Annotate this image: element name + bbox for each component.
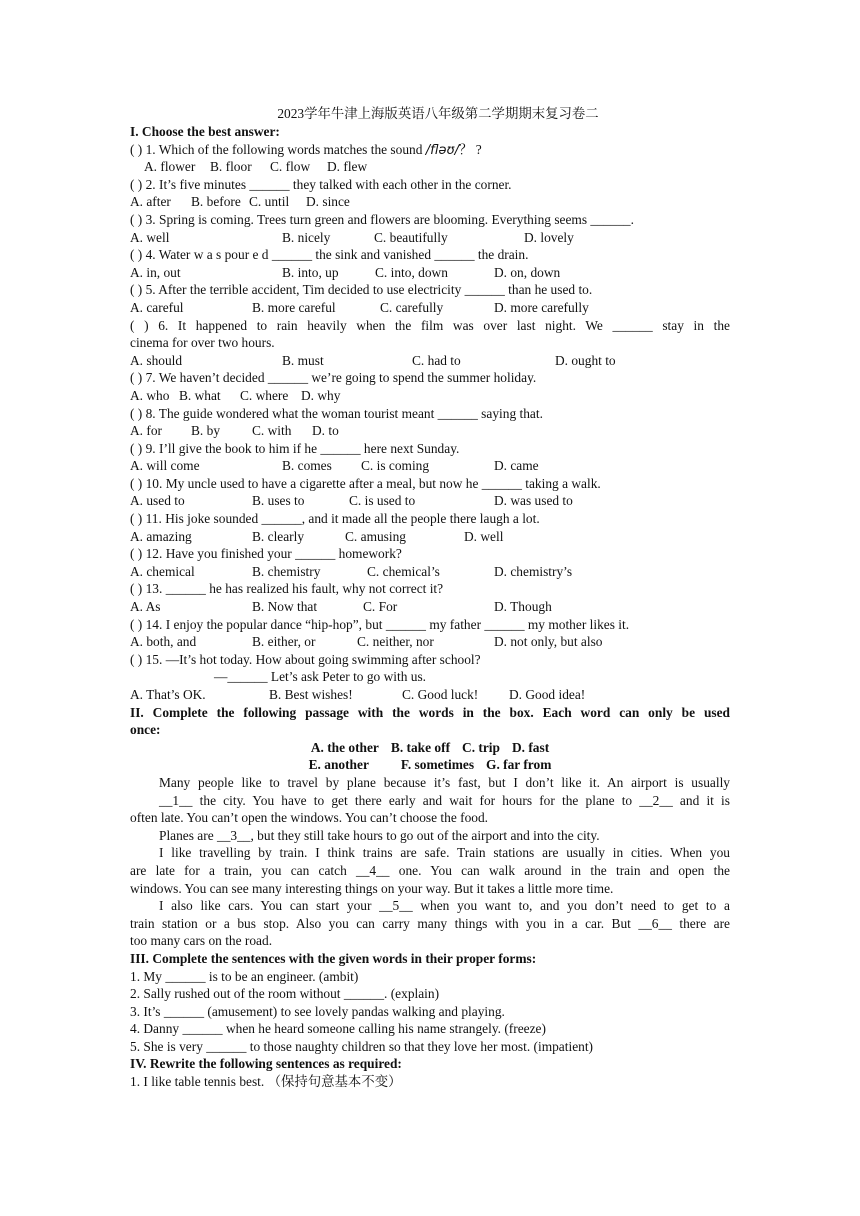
question-2: ( ) 2. It’s five minutes ______ they talked with each other in the corner. [130,176,512,192]
question-6: ( ) 6. It happened to rain heavily when the film was over last night. We ______ stay in the [130,317,730,333]
question-5: ( ) 5. After the terrible accident, Tim decided to use electricity ______ than he used to. [130,282,593,298]
question-15-reply: —______ Let’s ask Peter to go with us. [214,669,427,685]
sentence-item: 4. Danny ______ when he heard someone calling his name strangely. (freeze) [130,1021,546,1037]
question-7: ( ) 7. We haven’t decided ______ we’re going to spend the summer holiday. [130,370,537,386]
passage-line: Many people like to travel by plane because it’s fast, but I don’t like it. An airport is usually [159,774,730,790]
options-4: A. in, out B. into, up C. into, down D. on, down [130,264,561,280]
section-1-heading: I. Choose the best answer: [130,124,280,139]
sentence-item: 2. Sally rushed out of the room without ______. (explain) [130,986,440,1002]
question-3: ( ) 3. Spring is coming. Trees turn green and flowers are blooming. Everything seems ______. [130,211,634,227]
sentence-item: 5. She is very ______ to those naughty children so that they love her most. (impatient) [130,1038,594,1054]
question-10: ( ) 10. My uncle used to have a cigarette after a meal, but now he ______ taking a walk. [130,475,601,491]
sentence-item: 3. It’s ______ (amusement) to see lovely pandas walking and playing. [130,1003,505,1019]
sentence-item: 1. My ______ is to be an engineer. (ambit) [130,968,359,984]
question-9: ( ) 9. I’ll give the book to him if he ______ here next Sunday. [130,440,460,456]
passage-line: I like travelling by train. I think trains are safe. Train stations are usually in cities. When you [159,845,730,861]
passage-line: are late for a train, you can catch __4__ one. You can walk around in the train and open the [130,862,730,878]
exam-page [130,105,730,1091]
options-9: A. will come B. comes C. is coming D. came [130,458,539,474]
passage-line: __1__ the city. You have to get there early and wait for hours for the plane to __2__ and it is [159,792,730,808]
question-12: ( ) 12. Have you finished your ______ homework? [130,546,402,562]
question-11: ( ) 11. His joke sounded ______, and it made all the people there laugh a lot. [130,511,540,527]
options-14: A. both, and B. either, or C. neither, nor D. not only, but also [130,634,603,650]
options-11: A. amazing B. clearly C. amusing D. well [130,528,504,544]
options-15: A. That’s OK. B. Best wishes! C. Good luck! D. Good idea! [130,687,586,702]
phonetic-symbol: /fləʊ/ [425,142,459,158]
question-8: ( ) 8. The guide wondered what the woman tourist meant ______ saying that. [130,405,543,421]
options-6: A. should B. must C. had to D. ought to [130,352,616,368]
passage-line: I also like cars. You can start your __5__ when you want to, and you don’t need to get to a [159,898,730,914]
question-13: ( ) 13. ______ he has realized his fault, why not correct it? [130,581,444,597]
options-5: A. careful B. more careful C. carefully D. more carefully [130,299,589,315]
question-14: ( ) 14. I enjoy the popular dance “hip-hop”, but ______ my father ______ my mother likes it. [130,616,630,632]
options-10: A. used to B. uses to C. is used to D. was used to [130,493,573,509]
passage-line: train station or a bus stop. Also you can carry many things with you in a car. But __6__ there are [130,915,730,931]
passage-line: windows. You can see many interesting things on your way. But it takes a little more time. [130,880,614,896]
section-4-heading: IV. Rewrite the following sentences as required: [130,1056,402,1072]
section-2-heading: II. Complete the following passage with the words in the box. Each word can only be used [130,704,730,720]
word-box-row-1: A. the other B. take off C. trip D. fast [310,739,550,755]
options-1: A. flower B. floor C. flow D. flew [144,159,368,175]
section-3-heading: III. Complete the sentences with the given words in their proper forms: [130,950,537,966]
question-6-cont: cinema for over two hours. [130,335,275,351]
rewrite-item: 1. I like table tennis best. （保持句意基本不变） [130,1074,402,1090]
options-8: A. for B. by C. with D. to [130,423,339,439]
word-box-row-2: E. another F. sometimes G. far from [308,757,552,773]
options-12: A. chemical B. chemistry C. chemical’s D. chemistry’s [130,563,573,579]
question-4: ( ) 4. Water w a s pour e d ______ the sink and vanished ______ the drain. [130,247,529,263]
options-2: A. after B. before C. until D. since [130,194,350,210]
section-2-heading-cont: once: [130,722,161,738]
question-15: ( ) 15. —It’s hot today. How about going swimming after school? [130,651,481,667]
options-7: A. who B. what C. where D. why [130,387,341,403]
question-1: ( ) 1. Which of the following words matches the sound /fləʊ/？ ? [130,141,482,158]
passage-line: Planes are __3__, but they still take hours to go out of the airport and into the city. [159,827,600,843]
options-13: A. As B. Now that C. For D. Though [130,599,552,615]
passage-line: too many cars on the road. [130,933,273,949]
page-title: 2023学年牛津上海版英语八年级第二学期期末复习卷二 [277,106,599,121]
options-3: A. well B. nicely C. beautifully D. lovely [130,229,574,245]
passage-line: often late. You can’t open the windows. You can’t choose the food. [130,810,489,826]
